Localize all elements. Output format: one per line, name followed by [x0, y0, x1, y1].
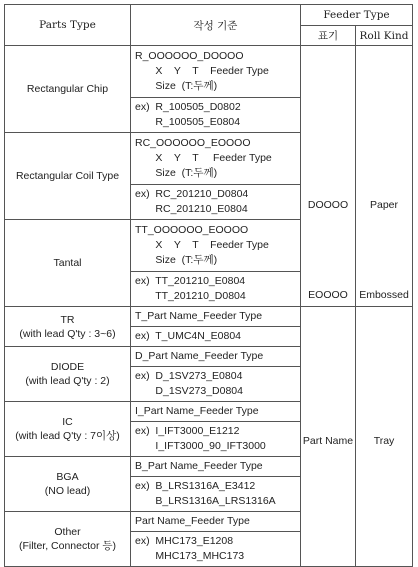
example-line: TT_201210_D0804 — [135, 290, 246, 302]
roll-kind-embossed: Embossed — [359, 288, 409, 301]
example-cell — [131, 422, 301, 457]
parts-type-diode — [5, 347, 131, 402]
parts-type-ic — [5, 402, 131, 457]
example-line: I_IFT3000_90_IFT3000 — [135, 440, 266, 452]
rule-line: Size (T:두께) — [135, 254, 218, 266]
parts-type-sublabel: (with lead Q'ty : 3~6) — [19, 327, 116, 340]
roll-kind-paper: Paper — [369, 199, 399, 211]
notation-dooooo: DOOOO — [307, 199, 349, 211]
naming-rule-cell — [131, 457, 301, 477]
rule-line: B_Part Name_Feeder Type — [135, 460, 263, 472]
rule-line: X Y T Feeder Type — [135, 239, 269, 251]
rule-line: Size (T:두께) — [135, 80, 218, 92]
parts-type-sublabel: (NO lead) — [44, 485, 91, 497]
rule-line: X Y T Feeder Type — [135, 65, 269, 77]
header-notation: 표기 — [301, 26, 356, 46]
header-feeder-type: Feeder Type — [301, 5, 413, 26]
example-cell — [131, 327, 301, 347]
example-cell — [131, 367, 301, 402]
example-line: ex) B_LRS1316A_E3412 — [135, 480, 256, 492]
example-line: ex) D_1SV273_E0804 — [135, 370, 243, 382]
parts-type-label: Other — [54, 526, 81, 538]
notation-cell-lower — [301, 288, 356, 567]
rule-line: Size (T:두께) — [135, 167, 218, 179]
example-cell — [131, 532, 301, 567]
parts-type-sublabel: (with lead Q'ty : 7이상) — [15, 430, 120, 442]
roll-kind-cell-lower — [356, 288, 413, 567]
example-cell — [131, 272, 301, 307]
example-line: ex) TT_201210_E0804 — [135, 275, 246, 287]
roll-kind-tray: Tray — [373, 434, 395, 447]
parts-type-label: IC — [62, 416, 73, 428]
example-line: ex) MHC173_E1208 — [135, 535, 234, 547]
example-line: RC_201210_E0804 — [135, 203, 248, 215]
naming-rule-table-wrapper — [4, 4, 412, 567]
parts-type-label: DIODE — [50, 361, 85, 373]
example-line: R_100505_E0804 — [135, 116, 241, 128]
header-roll-kind: Roll Kind — [356, 26, 413, 46]
notation-eoooo: EOOOO — [308, 288, 348, 301]
rule-line: RC_OOOOOO_EOOOO — [135, 137, 251, 149]
rule-line: TT_OOOOOO_EOOOO — [135, 224, 249, 236]
header-parts-type: Parts Type — [5, 5, 131, 46]
parts-type-bga — [5, 457, 131, 512]
example-line: ex) RC_201210_D0804 — [135, 188, 249, 200]
rule-line: T_Part Name_Feeder Type — [135, 310, 263, 322]
header-naming-rule: 작성 기준 — [131, 5, 301, 46]
rule-line: I_Part Name_Feeder Type — [135, 405, 259, 417]
example-line: MHC173_MHC173 — [135, 550, 245, 562]
roll-kind-cell-upper — [356, 46, 413, 307]
parts-type-sublabel: (Filter, Connector 등) — [18, 540, 117, 552]
naming-rule-cell — [131, 402, 301, 422]
parts-type-tantal — [5, 220, 131, 307]
rule-line: D_Part Name_Feeder Type — [135, 350, 264, 362]
example-line: D_1SV273_D0804 — [135, 385, 243, 397]
parts-type-label: Rectangular Coil Type — [15, 170, 120, 182]
parts-type-rectangular-chip — [5, 46, 131, 133]
notation-cell-upper — [301, 46, 356, 307]
rule-line: X Y T Feeder Type — [135, 152, 272, 164]
rule-line: Part Name_Feeder Type — [135, 515, 250, 527]
parts-type-rectangular-coil — [5, 133, 131, 220]
example-line: ex) I_IFT3000_E1212 — [135, 425, 240, 437]
naming-rule-cell — [131, 307, 301, 327]
example-line: ex) T_UMC4N_E0804 — [135, 330, 242, 342]
parts-type-sublabel: (with lead Q'ty : 2) — [25, 375, 110, 387]
example-cell — [131, 185, 301, 220]
example-cell — [131, 477, 301, 512]
parts-naming-table — [4, 4, 413, 567]
rule-line: R_OOOOOO_DOOOO — [135, 50, 244, 62]
parts-type-tr — [5, 307, 131, 347]
naming-rule-cell — [131, 46, 301, 98]
naming-rule-cell — [131, 347, 301, 367]
notation-part-name: Part Name — [302, 434, 354, 447]
naming-rule-cell — [131, 133, 301, 185]
naming-rule-cell — [131, 512, 301, 532]
naming-rule-cell — [131, 220, 301, 272]
example-cell — [131, 98, 301, 133]
parts-type-label: TR — [60, 313, 75, 326]
parts-type-label: Tantal — [53, 257, 82, 269]
parts-type-other — [5, 512, 131, 567]
parts-type-label: BGA — [56, 471, 79, 483]
example-line: ex) R_100505_D0802 — [135, 101, 241, 113]
parts-type-label: Rectangular Chip — [26, 83, 109, 95]
example-line: B_LRS1316A_LRS1316A — [135, 495, 276, 507]
